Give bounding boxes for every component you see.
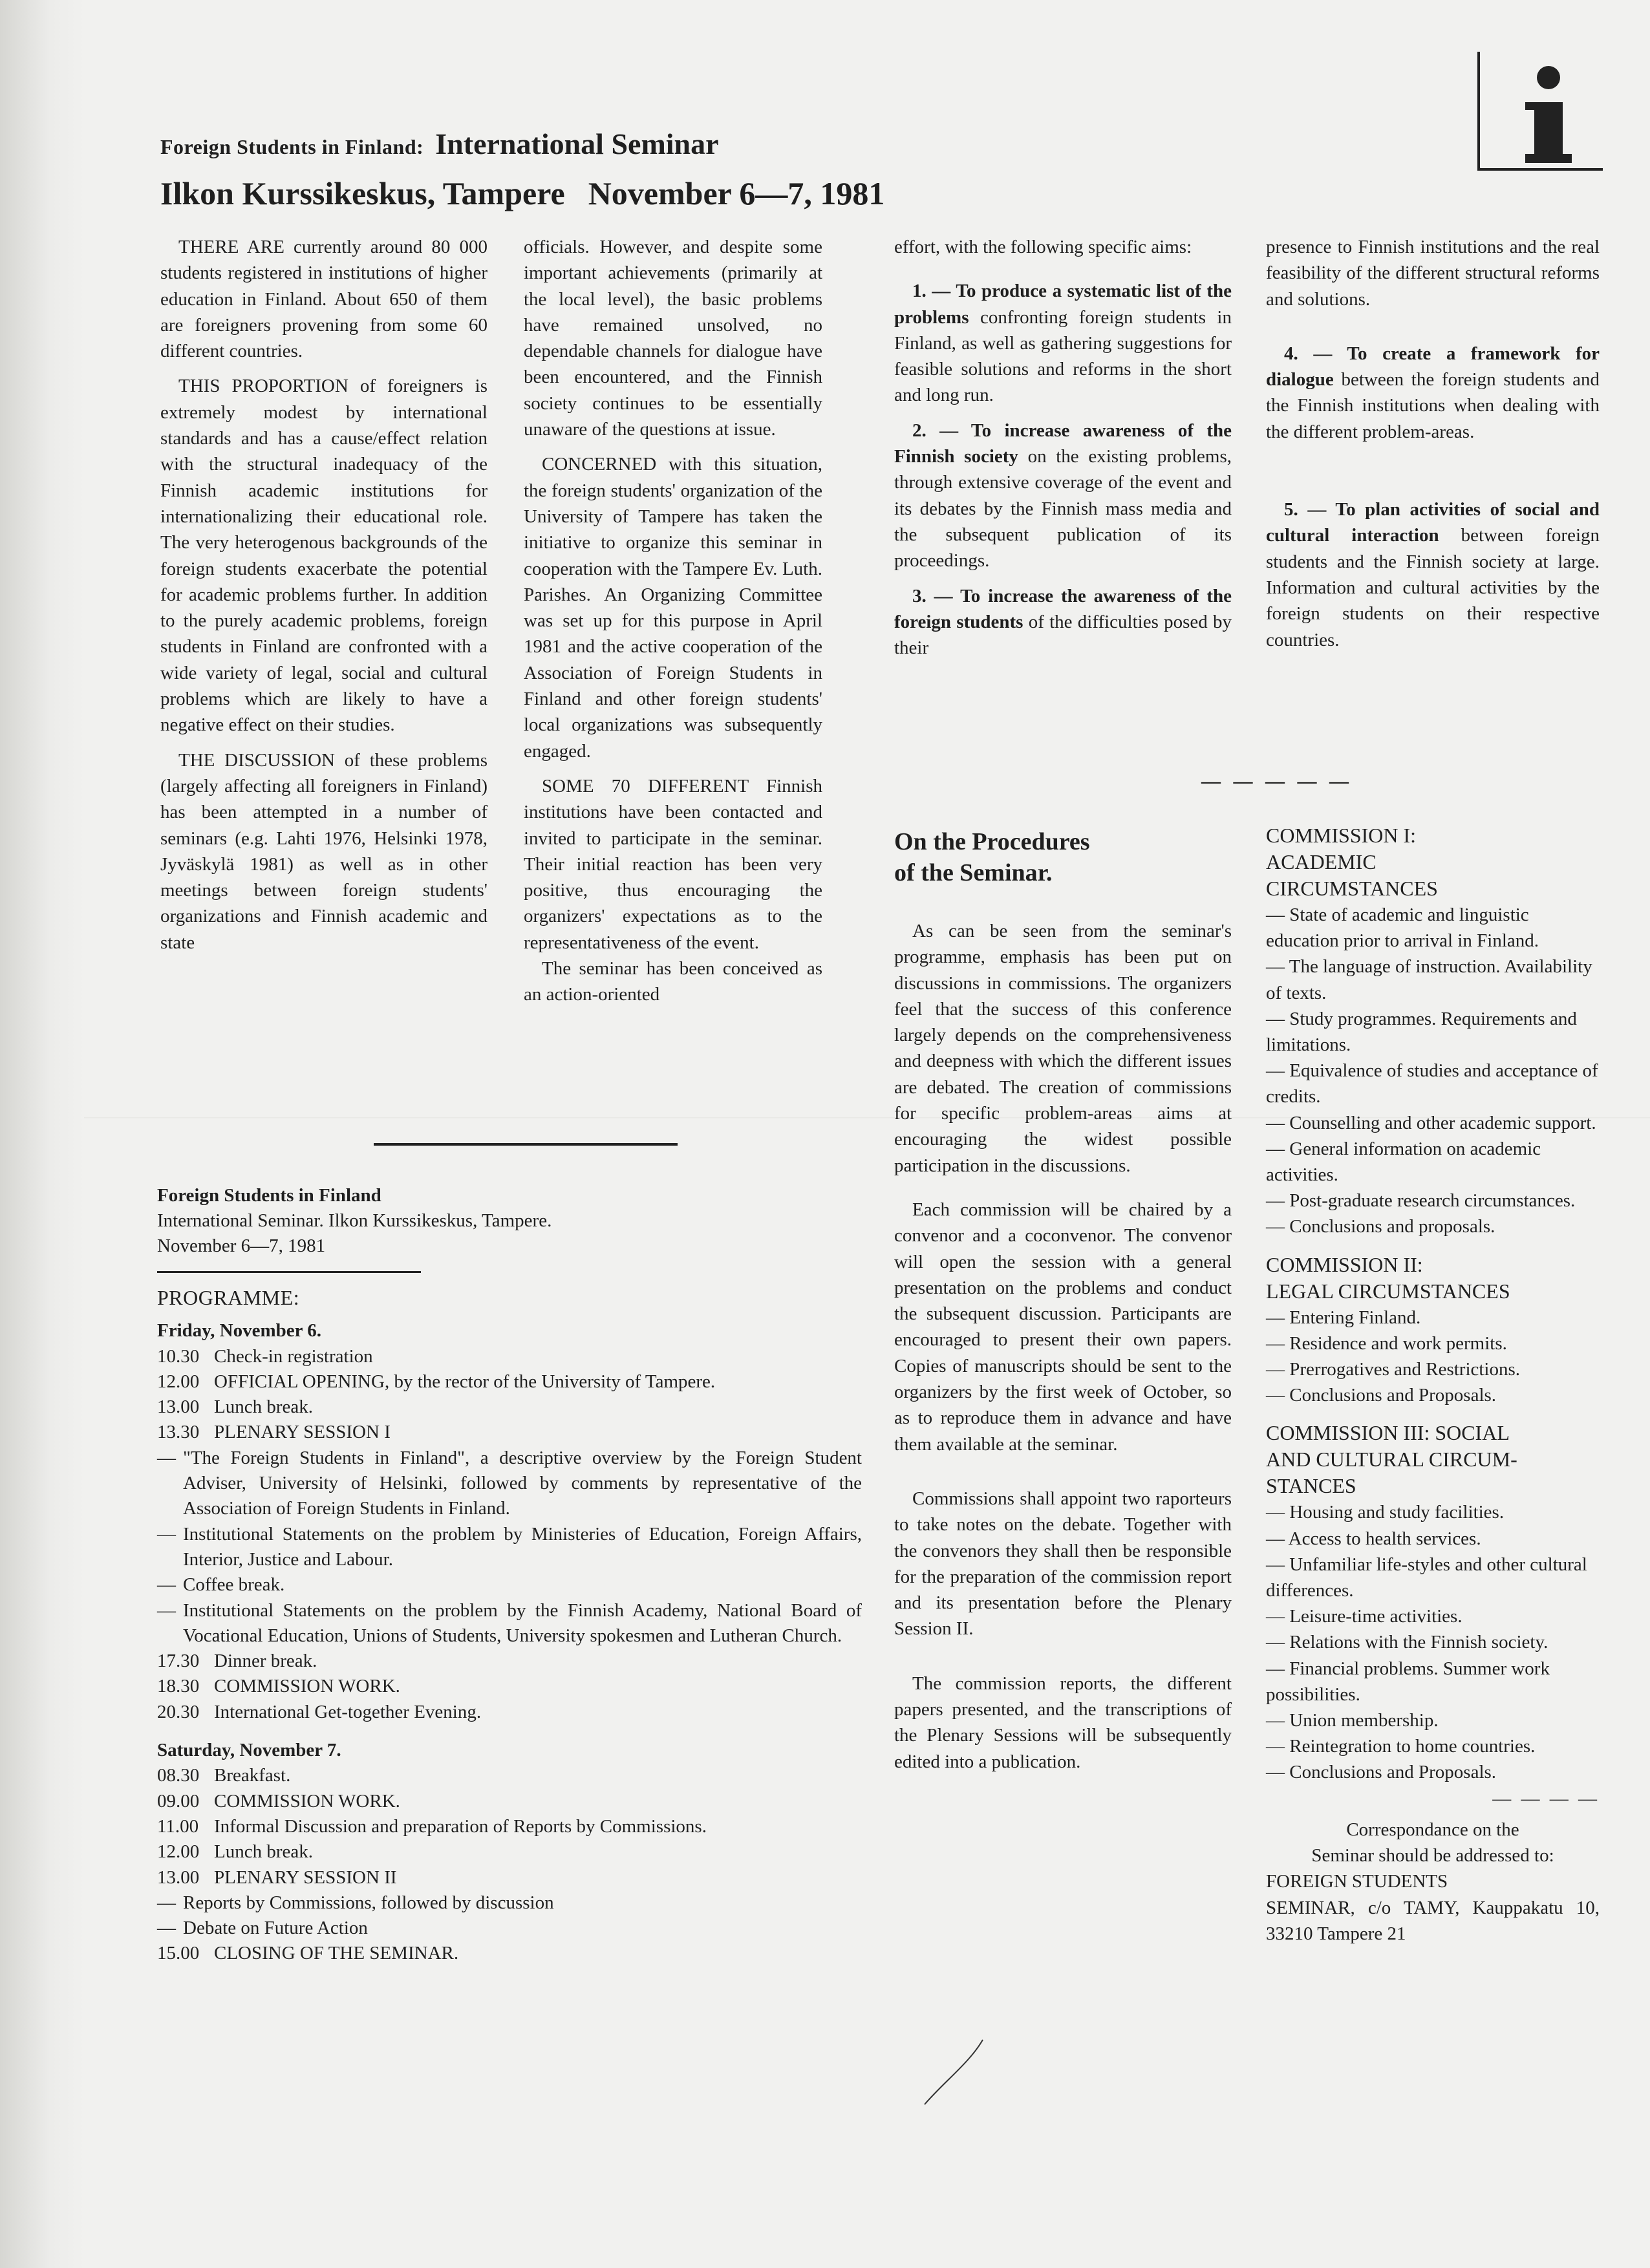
procedures-heading: On the Procedures of the Seminar. bbox=[894, 828, 1090, 886]
commission-item: — Post-graduate research circumstances. bbox=[1266, 1190, 1576, 1212]
paragraph: THIS PROPORTION of foreigners is extremely modest by international standards and has a cause/effect relation with the structural inadequacy of the Finnish academic institutions for internationalizing their educational role. The very heterogenous backgrounds of the foreign students exacerbate the potential for academic problems further. In addition to the purely academic problems, foreign students in Finland are confronted with a wide variety of legal, social and cultural problems which are likely to have a negative effect on their studies. bbox=[160, 376, 488, 736]
paragraph: officials. However, and despite some important achievements (primarily at the local level), the basic problems have remained unsolved, no dependable channels for dialogue have been encountered, and the Finnish society continues to be essentially unaware of the questions at issue. bbox=[524, 237, 822, 440]
correspondence-note: Correspondance on the bbox=[1346, 1819, 1519, 1840]
commission-1-title: COMMISSION I: bbox=[1266, 824, 1417, 847]
procedures-column bbox=[894, 918, 1232, 1775]
aim-1: 1. — To produce a systematic list of the problems confronting foreign students in Finland, as well as gathering suggestions for feasible solutions and reforms in the short and long run. bbox=[894, 281, 1232, 406]
commission-item: — Financial problems. Summer work possibilities. bbox=[1266, 1658, 1550, 1705]
commission-item: — Conclusions and proposals. bbox=[1266, 1216, 1495, 1237]
aim-3: 3. — To increase the awareness of the foreign students of the difficulties posed by their bbox=[894, 585, 1232, 659]
commission-item: — Access to health services. bbox=[1266, 1528, 1481, 1549]
commission-item: — Conclusions and Proposals. bbox=[1266, 1385, 1497, 1406]
end-divider: — — — — bbox=[1492, 1788, 1600, 1809]
paragraph: As can be seen from the seminar's programme, emphasis has been put on discussions in commissions. The organizers feel that the success of this conference largely depends on the comprehensiveness and deepness with which the different issues are debated. The creation of commissions for specific problem-areas aims at encouraging the widest possible participation in the discussions. bbox=[894, 921, 1232, 1176]
header-prefix: Foreign Students in Finland: bbox=[160, 135, 424, 158]
paragraph: THERE ARE currently around 80 000 students registered in institutions of higher education in Finland. About 650 of them are foreigners provening from some 60 different countries. bbox=[160, 237, 488, 362]
programme-item: 18.30 COMMISSION WORK. bbox=[157, 1676, 400, 1697]
commission-item: — Conclusions and Proposals. bbox=[1266, 1762, 1497, 1783]
commission-2-items bbox=[1266, 1305, 1600, 1409]
header-dates: November 6—7, 1981 bbox=[588, 175, 885, 211]
paragraph: Commissions shall appoint two raporteurs to take notes on the debate. Together with the convenors they shall then be responsible for the preparation of the commission report and its presentation before the Plenary Session II. bbox=[894, 1488, 1232, 1640]
aim-5: 5. — To plan activities of social and cultural interaction between foreign students and the Finnish society at large. Information and cultural activities by the foreign students on their respective countries. bbox=[1266, 499, 1600, 650]
aim-4: 4. — To create a framework for dialogue between the foreign students and the Finnish institutions when dealing with the different problem-areas. bbox=[1266, 343, 1600, 442]
header-title: International Seminar bbox=[435, 127, 719, 160]
programme-item: 09.00 COMMISSION WORK. bbox=[157, 1790, 400, 1812]
address: FOREIGN STUDENTS bbox=[1266, 1871, 1448, 1892]
paragraph: THE DISCUSSION of these problems (largely affecting all foreigners in Finland) has been attempted in a number of seminars (e.g. Lahti 1976, Helsinki 1978, Jyväskylä 1981) as well as in other meetings between foreign students' organizations and Finnish academic and state bbox=[160, 749, 488, 953]
programme-item: 13.30 PLENARY SESSION I bbox=[157, 1422, 391, 1443]
article-column-2 bbox=[524, 234, 822, 1008]
programme-item: 20.30 International Get-together Evening. bbox=[157, 1701, 482, 1722]
scan-edge-shadow bbox=[0, 0, 84, 2268]
commission-item: — Unfamiliar life-styles and other cultural differences. bbox=[1266, 1554, 1587, 1601]
programme-org-header: Foreign Students in Finland International Seminar. Ilkon Kurssikeskus, Tampere. November 6—7, 1981 bbox=[157, 1185, 552, 1256]
page-header bbox=[160, 127, 719, 161]
article-column-4 bbox=[1266, 234, 1600, 653]
aim-2: 2. — To increase awareness of the Finnish society on the existing problems, through extensive coverage of the event and its debates by the Finnish mass media and the subsequent publication of its proceedings. bbox=[894, 420, 1232, 572]
commission-item: — Union membership. bbox=[1266, 1710, 1439, 1731]
commission-item: — Study programmes. Requirements and limitations. bbox=[1266, 1008, 1577, 1056]
article-column-1 bbox=[160, 234, 488, 956]
commission-1-items bbox=[1266, 902, 1600, 1240]
commission-item: — Relations with the Finnish society. bbox=[1266, 1632, 1548, 1653]
programme-item: 11.00 Informal Discussion and preparation of Reports by Commissions. bbox=[157, 1815, 707, 1837]
paragraph: CONCERNED with this situation, the foreign students' organization of the University of Tampere has taken the initiative to organize this seminar in cooperation with the Tampere Ev. Luth. Parishes. An Organizing Committee was set up for this purpose in April 1981 and the active cooperation of the Association of Foreign Students in Finland and other foreign students' local organizations was subsequently engaged. bbox=[524, 454, 822, 762]
commission-item: — The language of instruction. Availability of texts. bbox=[1266, 956, 1592, 1003]
paragraph: The commission reports, the different papers presented, and the transcriptions of the Plenary Sessions will be subsequently edited into a publication. bbox=[894, 1673, 1232, 1772]
commission-3-items bbox=[1266, 1499, 1600, 1785]
paragraph: presence to Finnish institutions and the real feasibility of the different structural reforms and solutions. bbox=[1266, 237, 1600, 310]
commission-item: — Residence and work permits. bbox=[1266, 1332, 1507, 1354]
programme-subitem: — Institutional Statements on the problem by Ministeries of Education, Foreign Affairs, Interior, Justice and Labour. bbox=[157, 1523, 862, 1570]
commission-2-title: COMMISSION II: bbox=[1266, 1252, 1423, 1276]
info-logo bbox=[1477, 52, 1603, 171]
commission-item: — Prerrogatives and Restrictions. bbox=[1266, 1359, 1521, 1380]
paragraph: The seminar has been conceived as an action-oriented bbox=[524, 958, 822, 1005]
programme-subitem: — Debate on Future Action bbox=[157, 1918, 368, 1939]
programme-item: 17.30 Dinner break. bbox=[157, 1651, 317, 1672]
pen-mark bbox=[918, 2037, 996, 2108]
commission-item: — General information on academic activities. bbox=[1266, 1138, 1541, 1186]
header-subtitle bbox=[160, 175, 884, 212]
commission-item: — Counselling and other academic support. bbox=[1266, 1112, 1596, 1133]
article-column-3 bbox=[894, 234, 1232, 661]
programme-subitem: — Reports by Commissions, followed by discussion bbox=[157, 1892, 554, 1913]
programme-item: 13.00 Lunch break. bbox=[157, 1396, 313, 1418]
programme-item: 12.00 OFFICIAL OPENING, by the rector of the University of Tampere. bbox=[157, 1371, 716, 1392]
programme-item: 08.30 Breakfast. bbox=[157, 1765, 291, 1786]
commission-item: — Entering Finland. bbox=[1266, 1307, 1421, 1328]
day-heading: Saturday, November 7. bbox=[157, 1740, 341, 1761]
paragraph: Each commission will be chaired by a convenor and a coconvenor. The convenor will open the session with a general presentation on the problems and conduct the subsequent discussion. Participants are encouraged to present their own papers. Copies of manuscripts should be sent to the organizers by the first week of October, so as to reproduce them in advance and have them available at the seminar. bbox=[894, 1199, 1232, 1455]
programme-rule bbox=[157, 1271, 421, 1273]
commission-item: — State of academic and linguistic education prior to arrival in Finland. bbox=[1266, 904, 1539, 952]
programme-subitem: — Coffee break. bbox=[157, 1574, 285, 1596]
commission-item: — Equivalence of studies and acceptance of credits. bbox=[1266, 1060, 1598, 1107]
header-venue: Ilkon Kurssikeskus, Tampere bbox=[160, 175, 565, 211]
info-letter-icon bbox=[1537, 66, 1560, 89]
paragraph: SOME 70 DIFFERENT Finnish institutions have been contacted and invited to participate in the seminar. Their initial reaction has been very positive, thus encouraging the organizers' expectations as to the representativeness of the event. bbox=[524, 775, 822, 953]
programme-subitem: — Institutional Statements on the problem by the Finnish Academy, National Board of Vocational Education, Unions of Students, University spokesmen and Lutheran Church. bbox=[157, 1599, 862, 1646]
programme-item: 12.00 Lunch break. bbox=[157, 1841, 313, 1863]
programme bbox=[157, 1285, 862, 1967]
programme-title: PROGRAMME: bbox=[157, 1286, 300, 1309]
day-heading: Friday, November 6. bbox=[157, 1320, 321, 1342]
programme-item: 15.00 CLOSING OF THE SEMINAR. bbox=[157, 1943, 459, 1964]
commission-item: — Housing and study facilities. bbox=[1266, 1502, 1505, 1523]
commission-item: — Leisure-time activities. bbox=[1266, 1606, 1462, 1627]
commission-item: — Reintegration to home countries. bbox=[1266, 1736, 1536, 1757]
programme-item: 10.30 Check-in registration bbox=[157, 1345, 373, 1367]
programme-item: 13.00 PLENARY SESSION II bbox=[157, 1867, 397, 1888]
programme-subitem: — "The Foreign Students in Finland", a descriptive overview by the Foreign Student Adviser, University of Helsinki, followed by comments by representative of the Association of Foreign Students in Finland. bbox=[157, 1447, 862, 1519]
commission-3-title: COMMISSION III: SOCIAL bbox=[1266, 1421, 1510, 1445]
paragraph: effort, with the following specific aims: bbox=[894, 237, 1192, 257]
commissions-column: COMMISSION I: ACADEMIC CIRCUMSTANCES — State of academic and linguistic education prior to arrival in Finland. — The language of instruction. Availability of texts. — Study programmes. Requirements and limitations. — Equivalence of studies and acceptance of credits. — Counselling and other academic support. — General information on academic activities. — Post-graduate research circumstances. — Conclusions and proposals. COMMISSION II: LEGAL CIRCUMSTANCES — Entering Finland. — Residence and work permits. — Prerrogatives and Restrictions. — Conclusions and Proposals. COMMISSION III: SOCIAL AND CULTURAL CIRCUM- STANCES — Housing and study facilities. — Access to health services. — Unfamiliar life-styles and other cultural differences. — Leisure-time activities. — Relations with the Finnish society. — Financial problems. Summer work possibilities. — Union membership. — Reintegration to home countries. — Conclusions and Proposals. — — — — Correspondance on the Seminar should be addressed to: FOREIGN STUDENTS SEMINAR, c/o TAMY, Kauppakatu 10, 33210 Tampere 21 bbox=[1266, 824, 1600, 1944]
section-rule bbox=[374, 1143, 678, 1146]
section-divider: — — — — — bbox=[1201, 771, 1353, 792]
